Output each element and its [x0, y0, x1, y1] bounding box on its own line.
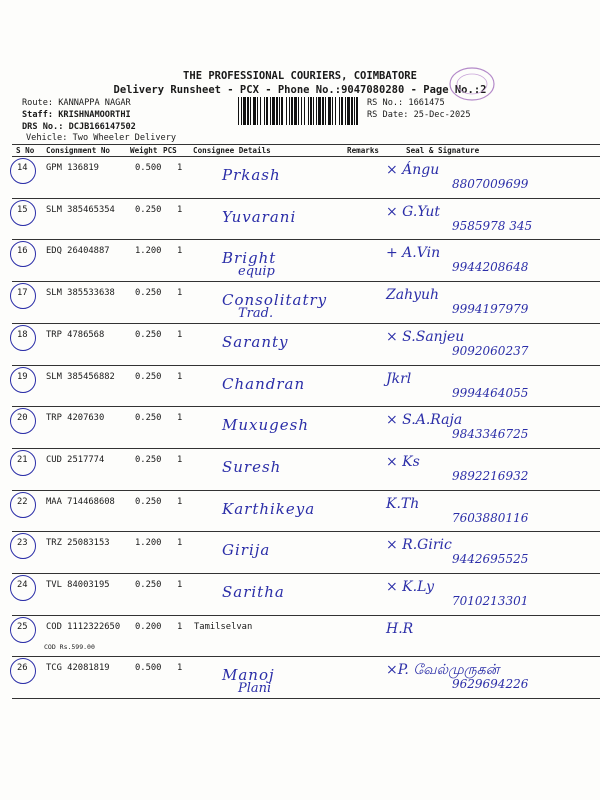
barcode-bar: [328, 97, 331, 125]
table-header-border: [12, 156, 600, 157]
row-pcs: 1: [177, 580, 183, 590]
row-separator: [12, 448, 600, 449]
handwritten-phone: 9585978 345: [452, 218, 533, 233]
barcode-bar: [304, 97, 305, 125]
barcode-bar: [247, 97, 249, 125]
handwritten-consignee: Saritha: [222, 583, 285, 601]
handwritten-consignee-line2: Trad.: [238, 306, 274, 322]
handwritten-phone: 9892216932: [452, 468, 529, 483]
row-sno: 15: [17, 204, 28, 215]
barcode-bar: [318, 97, 321, 125]
handwritten-phone: 9994197979: [452, 302, 529, 317]
row-consignment-no: TVL 84003195: [46, 580, 110, 590]
row-separator: [12, 490, 600, 491]
barcode-bar: [253, 97, 256, 125]
handwritten-phone: 9944208648: [452, 260, 529, 275]
barcode-bar: [279, 97, 280, 125]
row-separator: [12, 531, 600, 532]
col-consignment: Consignment No: [46, 146, 111, 155]
col-remarks: Remarks: [347, 146, 380, 155]
route-line: Route: KANNAPPA NAGAR: [22, 98, 131, 108]
handwritten-signature: × Ángu: [386, 162, 440, 178]
row-consignment-no: EDQ 26404887: [46, 246, 110, 257]
row-sno: 17: [17, 288, 28, 299]
row-weight: 0.250: [135, 204, 162, 215]
row-pcs: 1: [177, 371, 183, 382]
row-consignment-no: COD 1112322650: [46, 621, 121, 632]
barcode-bar: [308, 97, 309, 125]
col-pcs: PCS: [163, 146, 177, 155]
handwritten-signature: K.Th: [386, 495, 420, 512]
row-consignment-no: SLM 385465354: [46, 204, 115, 215]
row-weight: 0.250: [135, 496, 162, 507]
row-separator: [12, 198, 600, 199]
row-pcs: 1: [177, 621, 183, 632]
handwritten-consignee: Manoj: [222, 666, 275, 685]
barcode-bar: [332, 97, 333, 125]
handwritten-phone: 9843346725: [452, 427, 529, 442]
rs-date-value: 25-Dec-2025: [413, 110, 471, 120]
handwritten-signature: Jkrl: [386, 370, 412, 387]
row-sno: 14: [17, 163, 28, 173]
row-weight: 1.200: [135, 246, 162, 257]
staff-line: Staff: KRISHNAMOORTHI: [22, 110, 131, 120]
row-sno: 21: [17, 454, 28, 465]
row-consignment-no: SLM 385456882: [46, 371, 115, 382]
row-separator: [12, 365, 600, 366]
handwritten-phone: 9994464055: [452, 385, 529, 400]
handwritten-signature: × K.Ly: [386, 579, 435, 595]
handwritten-signature: H.R: [386, 620, 414, 637]
barcode-bar: [354, 97, 355, 125]
vehicle-value: Two Wheeler Delivery: [72, 133, 177, 143]
row-weight: 0.250: [135, 413, 162, 424]
barcode-bar: [260, 97, 261, 125]
row-separator: [12, 406, 600, 407]
barcode-bar: [276, 97, 278, 125]
barcode-bar: [272, 97, 275, 125]
barcode-bar: [347, 97, 350, 125]
barcode: [236, 97, 362, 125]
barcode-bar: [289, 97, 290, 125]
row-weight: 0.250: [135, 580, 162, 590]
handwritten-consignee: Bright: [222, 249, 277, 268]
rs-no-value: 1661475: [408, 98, 445, 108]
handwritten-consignee: Chandran: [222, 374, 306, 393]
courier-stamp: [440, 64, 500, 104]
barcode-bar: [301, 97, 302, 125]
handwritten-consignee: Karthikeya: [222, 499, 316, 518]
barcode-bar: [341, 97, 343, 125]
handwritten-signature: + A.Vin: [386, 245, 441, 262]
barcode-bar: [356, 97, 358, 125]
rs-no-line: RS No.: 1661475: [367, 98, 445, 108]
barcode-bar: [281, 97, 283, 125]
handwritten-consignee-line2: equip: [238, 264, 275, 280]
row-weight: 0.250: [135, 329, 162, 340]
barcode-bar: [286, 97, 287, 125]
handwritten-consignee: Muxugesh: [222, 416, 309, 435]
barcode-bar: [270, 97, 271, 125]
table-top-border: [12, 144, 600, 145]
row-sno: 24: [17, 580, 28, 590]
company-title: THE PROFESSIONAL COURIERS, COIMBATORE: [183, 70, 417, 82]
row-separator: [12, 698, 600, 699]
row-weight: 0.250: [135, 288, 162, 299]
row-sno: 26: [17, 663, 28, 674]
row-sno: 22: [17, 496, 28, 507]
route-value: KANNAPPA NAGAR: [58, 98, 131, 108]
barcode-bar: [316, 97, 317, 125]
handwritten-signature: Zahyuh: [386, 287, 440, 304]
handwritten-signature: × R.Giric: [386, 537, 452, 554]
barcode-bar: [325, 97, 326, 125]
col-seal: Seal & Signature: [406, 146, 480, 155]
row-separator: [12, 615, 600, 616]
row-sno: 18: [17, 329, 28, 340]
row-sno: 23: [17, 538, 28, 549]
barcode-bar: [243, 97, 246, 125]
handwritten-consignee: Consolitatry: [222, 291, 328, 310]
barcode-bar: [345, 97, 346, 125]
barcode-bar: [238, 97, 239, 125]
handwritten-signature: × G.Yut: [386, 203, 440, 220]
row-pcs: 1: [177, 246, 183, 257]
row-pcs: 1: [177, 663, 183, 674]
row-consignment-no: TRZ 25083153: [46, 538, 110, 549]
row-sno: 20: [17, 413, 28, 424]
handwritten-consignee: Suresh: [222, 457, 282, 476]
handwritten-consignee: Girija: [222, 541, 271, 560]
row-sno: 16: [17, 246, 28, 257]
row-weight: 0.500: [135, 163, 162, 173]
row-weight: 1.200: [135, 538, 162, 549]
row-separator: [12, 323, 600, 324]
row-consignment-no: GPM 136819: [46, 163, 99, 173]
handwritten-phone: 9442695525: [452, 552, 529, 567]
handwritten-consignee: Saranty: [222, 332, 289, 351]
vehicle-line: Vehicle: Two Wheeler Delivery: [26, 133, 177, 143]
barcode-bar: [291, 97, 293, 125]
row-pcs: 1: [177, 496, 183, 507]
row-pcs: 1: [177, 538, 183, 549]
barcode-bar: [294, 97, 297, 125]
barcode-bar: [310, 97, 312, 125]
row-pcs: 1: [177, 204, 183, 215]
rs-date-line: RS Date: 25-Dec-2025: [367, 110, 471, 120]
barcode-bar: [241, 97, 242, 125]
row-pcs: 1: [177, 163, 183, 173]
row-separator: [12, 281, 600, 282]
row-weight: 0.250: [135, 371, 162, 382]
col-weight: Weight: [130, 146, 158, 155]
barcode-bar: [335, 97, 336, 125]
row-consignment-no: SLM 385533638: [46, 288, 115, 299]
row-pcs: 1: [177, 329, 183, 340]
barcode-bar: [313, 97, 314, 125]
row-consignment-no: CUD 2517774: [46, 454, 105, 465]
handwritten-consignee: Prkash: [222, 166, 281, 184]
row-weight: 0.200: [135, 621, 162, 632]
handwritten-signature: × S.Sanjeu: [386, 328, 465, 345]
barcode-bar: [298, 97, 299, 125]
handwritten-consignee: Yuvarani: [222, 207, 297, 226]
row-separator: [12, 656, 600, 657]
row-sno: 19: [17, 371, 28, 382]
handwritten-signature: × S.A.Raja: [386, 412, 463, 429]
drs-value: DCJB166147502: [68, 122, 136, 132]
row-cod-amount: COD Rs.599.00: [44, 642, 95, 651]
barcode-bar: [257, 97, 258, 125]
barcode-bar: [339, 97, 340, 125]
row-weight: 0.250: [135, 454, 162, 465]
row-pcs: 1: [177, 454, 183, 465]
col-sno: S No: [16, 146, 35, 155]
handwritten-phone: 9629694226: [452, 677, 529, 692]
row-consignee: Tamilselvan: [194, 621, 253, 632]
row-pcs: 1: [177, 413, 183, 424]
barcode-bar: [322, 97, 324, 125]
handwritten-phone: 7010213301: [452, 594, 529, 608]
handwritten-phone: 7603880116: [452, 510, 529, 525]
staff-value: KRISHNAMOORTHI: [58, 110, 131, 120]
row-separator: [12, 239, 600, 240]
row-consignment-no: MAA 714468608: [46, 496, 115, 507]
handwritten-consignee-line2: Plani: [238, 681, 272, 697]
row-pcs: 1: [177, 288, 183, 299]
row-consignment-no: TRP 4207630: [46, 413, 105, 424]
handwritten-signature: × Ks: [386, 453, 420, 470]
row-separator: [12, 573, 600, 574]
row-weight: 0.500: [135, 663, 162, 674]
col-consignee: Consignee Details: [193, 146, 271, 155]
row-sno: 25: [17, 621, 28, 632]
barcode-bar: [264, 97, 265, 125]
handwritten-phone: 9092060237: [452, 343, 529, 358]
barcode-bar: [351, 97, 353, 125]
drs-line: DRS No.: DCJB166147502: [22, 122, 136, 132]
row-consignment-no: TRP 4786568: [46, 329, 105, 340]
barcode-bar: [250, 97, 251, 125]
barcode-bar: [266, 97, 268, 125]
handwritten-signature: ×P. வேல்முருகன்: [386, 662, 500, 679]
row-consignment-no: TCG 42081819: [46, 663, 110, 674]
handwritten-phone: 8807009699: [452, 177, 529, 191]
runsheet-title: Delivery Runsheet - PCX - Phone No.:9047080280 - Page No.:2: [113, 84, 487, 96]
